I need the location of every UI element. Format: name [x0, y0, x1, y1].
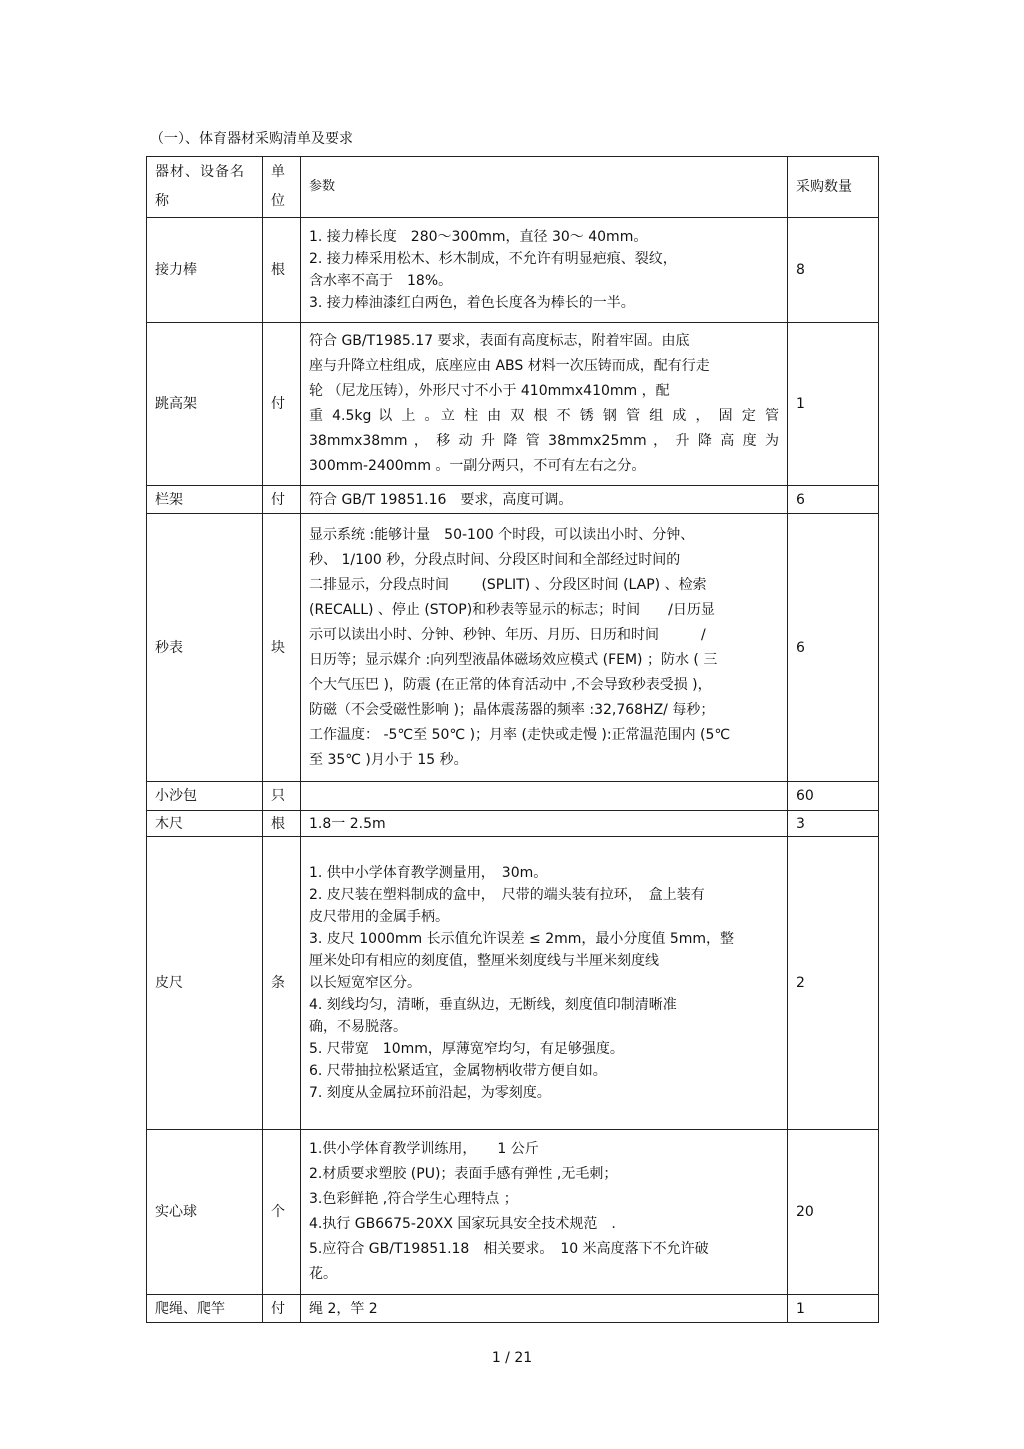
param-line: 显示系统 :能够计量 50-100 个时段，可以读出小时、分钟、 [309, 526, 695, 543]
param-line: 4.执行 GB6675-20XX 国家玩具安全技术规范 . [309, 1216, 616, 1232]
item-unit: 块 [263, 514, 301, 782]
item-unit: 付 [263, 1295, 301, 1323]
table-header-row [147, 157, 879, 218]
item-name: 皮尺 [147, 837, 263, 1130]
item-unit: 只 [263, 782, 301, 811]
item-quantity: 8 [788, 218, 879, 323]
param-line: 4. 刻线均匀，清晰，垂直纵边，无断线，刻度值印制清晰准 [309, 997, 677, 1013]
param-line: 2.材质要求塑胶 (PU)；表面手感有弹性 ,无毛刺； [309, 1166, 618, 1182]
param-line: 3. 皮尺 1000mm 长示值允许误差 ≤ 2mm，最小分度值 5mm，整 [309, 931, 735, 947]
item-unit: 付 [263, 323, 301, 486]
item-quantity: 3 [788, 811, 879, 837]
param-line: 5. 尺带宽 10mm，厚薄宽窄均匀，有足够强度。 [309, 1041, 624, 1057]
param-line: (RECALL) 、停止 (STOP)和秒表等显示的标志；时间 /日历显 [309, 601, 715, 618]
item-params [301, 782, 788, 811]
param-line: 示可以读出小时、分钟、秒钟、年历、月历、日历和时间 / [309, 626, 706, 643]
param-line: 绳 2，竿 2 [309, 1300, 378, 1317]
param-line: 1.供小学体育教学训练用， 1 公斤 [309, 1141, 539, 1157]
param-line: 1. 接力棒长度 280～300mm，直径 30～ 40mm。 [309, 229, 648, 245]
item-name: 跳高架 [147, 323, 263, 486]
param-line: 38mmx38mm ， 移 动 升 降 管 38mmx25mm ， 升 降 高 度 为 [309, 433, 779, 449]
equipment-table [146, 156, 879, 1323]
param-line: 1. 供中小学体育教学测量用， 30m。 [309, 865, 548, 881]
item-unit: 个 [263, 1130, 301, 1295]
item-params [301, 1130, 788, 1295]
param-line: 花。 [309, 1266, 337, 1282]
table-row [147, 514, 879, 782]
param-line: 2. 接力棒采用松木、杉木制成，不允许有明显疤痕、裂纹， [309, 251, 677, 267]
item-name: 栏架 [147, 486, 263, 514]
page-number: 1 / 21 [491, 1350, 533, 1366]
item-quantity: 60 [788, 782, 879, 811]
table-row [147, 218, 879, 323]
table-row [147, 1130, 879, 1295]
param-line: 1.8一 2.5m [309, 815, 386, 832]
item-quantity: 20 [788, 1130, 879, 1295]
header-params: 参数 [301, 157, 788, 218]
item-params [301, 218, 788, 323]
header-name: 器材、设备名称 [147, 157, 263, 218]
table-row [147, 837, 879, 1130]
item-name: 木尺 [147, 811, 263, 837]
table-row [147, 1295, 879, 1323]
param-line: 以长短宽窄区分。 [309, 975, 421, 991]
item-params [301, 514, 788, 782]
param-line: 6. 尺带抽拉松紧适宜，金属物柄收带方便自如。 [309, 1063, 607, 1079]
param-line: 确，不易脱落。 [309, 1019, 407, 1035]
table-row [147, 782, 879, 811]
item-unit: 根 [263, 811, 301, 837]
param-line: 含水率不高于 18%。 [309, 273, 453, 289]
item-name: 接力棒 [147, 218, 263, 323]
item-quantity: 2 [788, 837, 879, 1130]
param-line: 5.应符合 GB/T19851.18 相关要求。 10 米高度落下不允许破 [309, 1241, 709, 1257]
item-unit: 付 [263, 486, 301, 514]
param-line: 至 35℃ )月小于 15 秒。 [309, 751, 468, 768]
item-params [301, 323, 788, 486]
param-line: 皮尺带用的金属手柄。 [309, 909, 449, 925]
header-unit: 单位 [263, 157, 301, 218]
param-line: 工作温度： -5℃至 50℃ )；月率 (走快或走慢 ):正常温范围内 (5℃ [309, 726, 731, 743]
item-quantity: 1 [788, 323, 879, 486]
param-line: 厘米处印有相应的刻度值，整厘米刻度线与半厘米刻度线 [309, 953, 659, 969]
item-name: 秒表 [147, 514, 263, 782]
param-line: 座与升降立柱组成，底座应由 ABS 材料一次压铸而成，配有行走 [309, 358, 710, 374]
item-quantity: 6 [788, 514, 879, 782]
header-qty: 采购数量 [788, 157, 879, 218]
param-line: 秒、 1/100 秒，分段点时间、分段区时间和全部经过时间的 [309, 551, 681, 568]
item-params [301, 486, 788, 514]
item-quantity: 1 [788, 1295, 879, 1323]
item-name: 实心球 [147, 1130, 263, 1295]
item-params [301, 1295, 788, 1323]
param-line: 轮 （尼龙压铸），外形尺寸不小于 410mmx410mm ，配 [309, 383, 670, 399]
param-line: 2. 皮尺装在塑料制成的盒中， 尺带的端头装有拉环， 盒上装有 [309, 887, 705, 903]
table-row [147, 811, 879, 837]
item-name: 爬绳、爬竿 [147, 1295, 263, 1323]
param-line: 300mm-2400mm 。一副分两只，不可有左右之分。 [309, 458, 646, 474]
param-line: 二排显示，分段点时间 (SPLIT) 、分段区时间 (LAP) 、检索 [309, 576, 707, 593]
table-row [147, 323, 879, 486]
table-row [147, 486, 879, 514]
item-unit: 根 [263, 218, 301, 323]
param-line: 3. 接力棒油漆红白两色，着色长度各为棒长的一半。 [309, 295, 635, 311]
item-params [301, 811, 788, 837]
item-name: 小沙包 [147, 782, 263, 811]
param-line: 防磁（不会受磁性影响 )；晶体震荡器的频率 :32,768HZ/ 每秒； [309, 701, 715, 718]
item-params [301, 837, 788, 1130]
param-line: 个大气压巴 )，防震 (在正常的体育活动中 ,不会导致秒表受损 )， [309, 676, 712, 693]
item-unit: 条 [263, 837, 301, 1130]
param-line: 符合 GB/T 19851.16 要求，高度可调。 [309, 491, 573, 508]
param-line: 符合 GB/T1985.17 要求，表面有高度标志，附着牢固。由底 [309, 333, 690, 349]
param-line: 3.色彩鲜艳 ,符合学生心理特点 ； [309, 1191, 518, 1207]
param-line: 日历等；显示媒介 :向列型液晶体磁场效应模式 (FEM) ；防水 ( 三 [309, 651, 718, 668]
section-heading: （一）、体育器材采购清单及要求 [150, 131, 353, 147]
param-line: 7. 刻度从金属拉环前沿起，为零刻度。 [309, 1085, 551, 1101]
item-quantity: 6 [788, 486, 879, 514]
param-line: 重 4.5kg 以 上 。立 柱 由 双 根 不 锈 钢 管 组 成 ， 固 定 管 [309, 408, 779, 424]
